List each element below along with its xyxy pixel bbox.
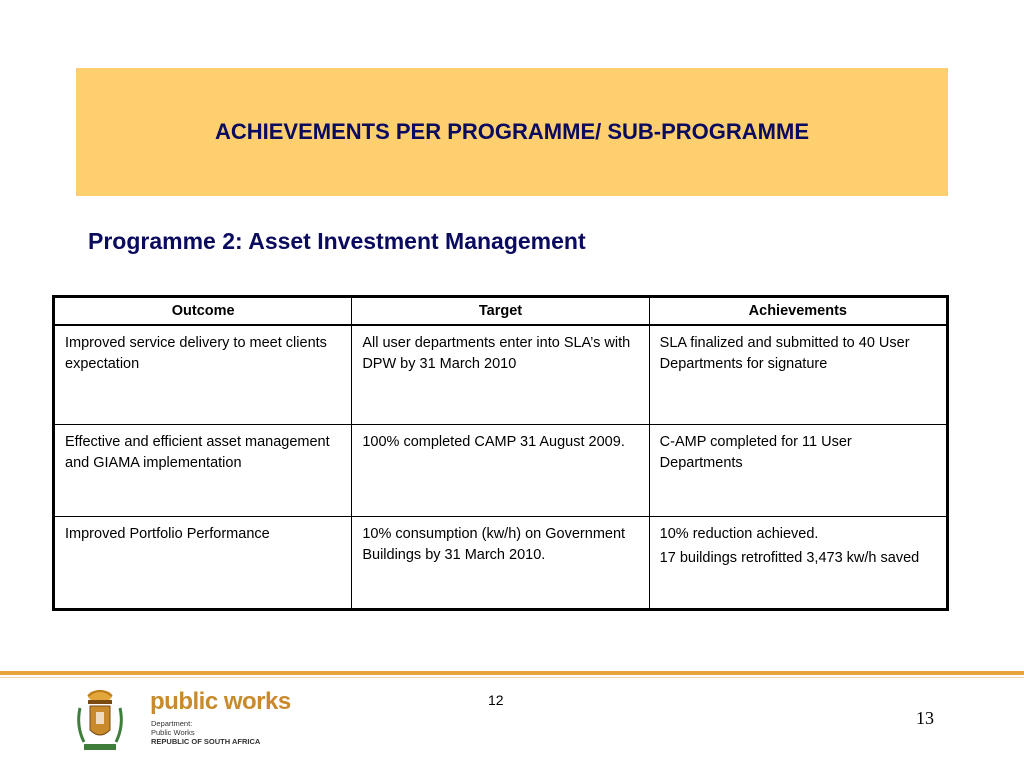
achievement-text: SLA finalized and submitted to 40 User Departments for signature: [659, 335, 910, 372]
achievement-text: C-AMP completed for 11 User Departments: [659, 434, 852, 471]
table-row: [54, 425, 948, 517]
table-header-row: [54, 297, 948, 326]
logo-department-name: Public Works: [151, 728, 195, 737]
slide-title: ACHIEVEMENTS PER PROGRAMME/ SUB-PROGRAMME: [214, 119, 810, 144]
table-row: [54, 325, 948, 425]
target-cell: 10% consumption (kw/h) on Government Buildings by 31 March 2010.: [352, 517, 649, 610]
achievement-text: 17 buildings retrofitted 3,473 kw/h saved: [659, 550, 920, 566]
slide-number: 13: [916, 708, 934, 728]
footer-divider-thin: [0, 677, 1024, 678]
achievements-table: [52, 295, 949, 611]
achievements-cell: [649, 425, 947, 517]
column-header-achievements: Achievements: [649, 297, 947, 326]
column-header-target: Target: [352, 297, 649, 326]
footer-divider: [0, 671, 1024, 675]
outcome-cell: Improved service delivery to meet clients expectation: [54, 325, 352, 425]
outcome-cell: Effective and efficient asset management and GIAMA implementation: [54, 425, 352, 517]
outcome-cell: Improved Portfolio Performance: [54, 517, 352, 610]
slide-subtitle: Programme 2: Asset Investment Management: [88, 228, 586, 254]
table-row: [54, 517, 948, 610]
target-cell: All user departments enter into SLA’s with DPW by 31 March 2010: [352, 325, 649, 425]
title-band: [76, 68, 948, 196]
logo-wordmark: public works: [150, 688, 291, 715]
achievements-cell: [649, 325, 947, 425]
page-number-center: 12: [488, 692, 504, 708]
achievements-cell: [649, 517, 947, 610]
achievement-text: 10% reduction achieved.: [659, 526, 819, 542]
target-cell: 100% completed CAMP 31 August 2009.: [352, 425, 649, 517]
column-header-outcome: Outcome: [54, 297, 352, 326]
logo-country: REPUBLIC OF SOUTH AFRICA: [151, 737, 261, 746]
logo-department-label: Department:: [151, 719, 193, 728]
